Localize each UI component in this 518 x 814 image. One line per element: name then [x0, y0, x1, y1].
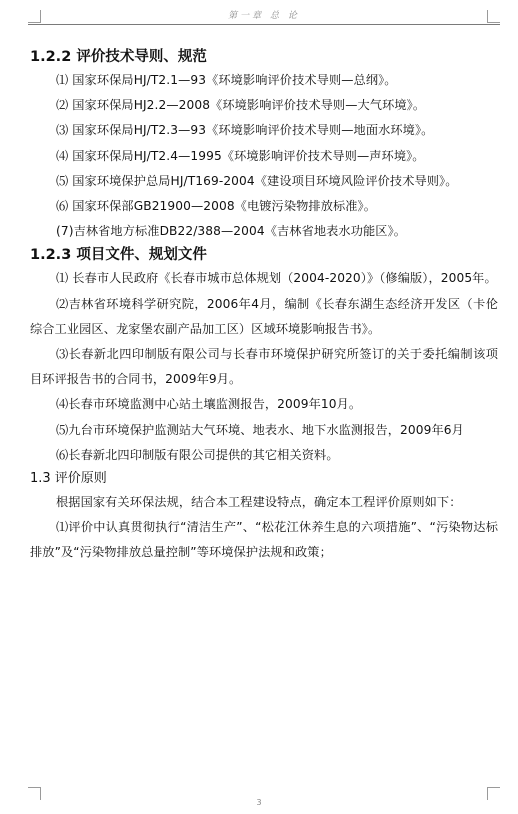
running-header: 第一章 总 论	[228, 11, 300, 21]
page-content	[30, 46, 498, 566]
header-rule	[28, 24, 500, 25]
section-heading-1-3: 1.3 评价原则	[30, 471, 107, 487]
standard-item-5: ⑸ 国家环境保护总局HJ/T169-2004《建设项目环境风险评价技术导则》。	[56, 173, 458, 188]
section-heading-1-2-2: 1.2.2 评价技术导则、规范	[30, 49, 207, 65]
standard-item-7: (7)吉林省地方标准DB22/388—2004《吉林省地表水功能区》。	[56, 224, 407, 239]
standard-item-6: ⑹ 国家环保部GB21900—2008《电镀污染物排放标准》。	[56, 199, 377, 214]
document-item-3: ⑶长春新北四印制版有限公司与长春市环境保护研究所签订的关于委托编制该项目环评报告书的合同书，2009年9月。	[30, 347, 498, 387]
document-item-4: ⑷长春市环境监测中心站土壤监测报告，2009年10月。	[56, 397, 362, 412]
standard-item-1: ⑴ 国家环保局HJ/T2.1—93《环境影响评价技术导则—总纲》。	[56, 73, 397, 87]
standard-item-2: ⑵ 国家环保局HJ2.2—2008《环境影响评价技术导则—大气环境》。	[56, 98, 426, 113]
document-item-5: ⑸九台市环境保护监测站大气环境、地表水、地下水监测报告，2009年6月	[56, 422, 464, 437]
standard-item-4: ⑷ 国家环保局HJ/T2.4—1995《环境影响评价技术导则—声环境》。	[56, 148, 425, 163]
document-item-2: ⑵吉林省环境科学研究院，2006年4月，编制《长春东湖生态经济开发区（卡伦综合工业园区、龙家堡农副产品加工区）区域环境影响报告书》。	[30, 296, 498, 336]
page-number: 3	[256, 798, 262, 807]
principle-item-1: ⑴评价中认真贯彻执行“清洁生产”、“松花江休养生息的六项措施”、“污染物达标排放”及“污染物排放总量控制”等环境保护法规和政策；	[30, 520, 498, 560]
document-item-6: ⑹长春新北四印制版有限公司提供的其它相关资料。	[56, 447, 339, 462]
document-item-1: ⑴ 长春市人民政府《长春市城市总体规划（2004-2020）》（修编版），2005年。	[56, 271, 497, 286]
principles-intro: 根据国家有关环保法规，结合本工程建设特点，确定本工程评价原则如下：	[56, 495, 462, 510]
section-heading-1-2-3: 1.2.3 项目文件、规划文件	[30, 247, 207, 264]
standard-item-3: ⑶ 国家环保局HJ/T2.3—93《环境影响评价技术导则—地面水环境》。	[56, 123, 434, 138]
